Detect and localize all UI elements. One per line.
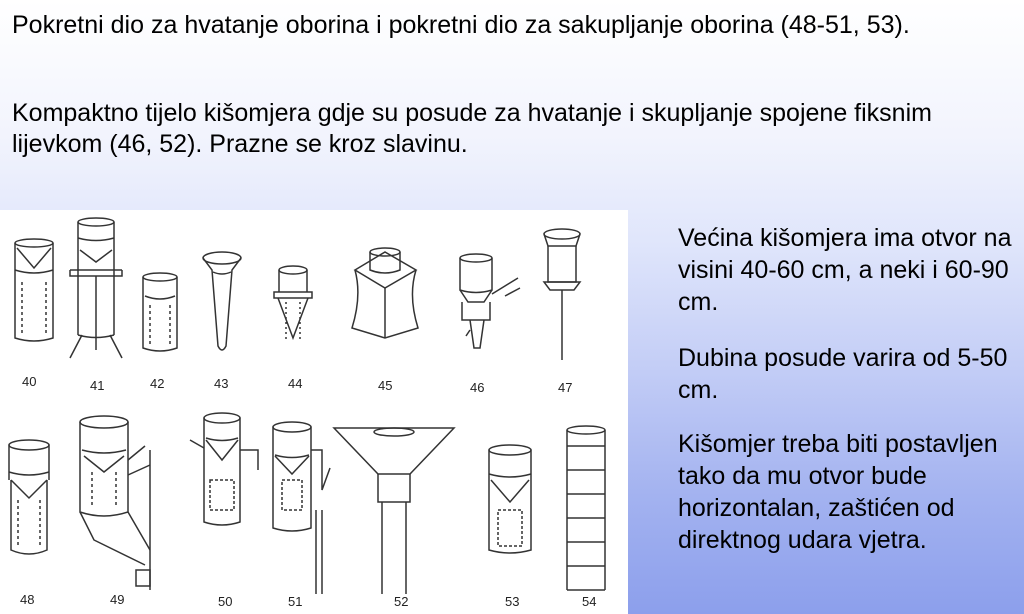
gauge-49-drawing	[80, 416, 150, 590]
figure-number-44: 44	[288, 376, 303, 391]
gauge-46-drawing	[460, 254, 520, 348]
gauge-43-drawing	[203, 252, 241, 350]
figure-number-54: 54	[582, 594, 597, 609]
figure-number-40: 40	[22, 374, 37, 389]
figure-number-52: 52	[394, 594, 409, 609]
rain-gauge-illustration	[0, 210, 628, 614]
figure-number-51: 51	[288, 594, 303, 609]
figure-number-53: 53	[505, 594, 520, 609]
gauge-40-drawing	[15, 239, 53, 341]
figure-number-47: 47	[558, 380, 573, 395]
figure-number-45: 45	[378, 378, 393, 393]
figure-number-41: 41	[90, 378, 105, 393]
gauge-53-drawing	[489, 445, 531, 553]
rain-gauge-drawings	[0, 210, 628, 614]
figure-number-49: 49	[110, 592, 125, 607]
gauge-50-drawing	[190, 413, 258, 525]
paragraph-movable-parts: Pokretni dio za hvatanje oborina i pokretni dio za sakupljanje oborina (48-51, 53).	[12, 11, 910, 39]
figure-number-48: 48	[20, 592, 35, 607]
gauge-45-drawing	[352, 248, 418, 338]
gauge-54-drawing	[567, 426, 605, 590]
gauge-42-drawing	[143, 273, 177, 351]
gauge-44-drawing	[274, 266, 312, 340]
figure-number-46: 46	[470, 380, 485, 395]
figure-number-43: 43	[214, 376, 229, 391]
sidebar-container-depth: Dubina posude varira od 5-50 cm.	[678, 344, 1008, 404]
gauge-41-drawing	[70, 218, 122, 358]
sidebar-placement: Kišomjer treba biti postavljen tako da mu otvor bude horizontalan, zaštićen od direktnog udara vjetra.	[678, 430, 998, 554]
sidebar-opening-height: Većina kišomjera ima otvor na visini 40-60 cm, a neki i 60-90 cm.	[678, 224, 1012, 316]
gauge-51-drawing	[273, 422, 330, 594]
gauge-52-drawing	[334, 428, 454, 594]
figure-number-42: 42	[150, 376, 165, 391]
paragraph-compact-body: Kompaktno tijelo kišomjera gdje su posude za hvatanje i skupljanje spojene fiksnim lijevkom (46, 52). Prazne se kroz slavinu.	[12, 99, 932, 158]
figure-number-50: 50	[218, 594, 233, 609]
gauge-47-drawing	[544, 229, 580, 360]
gauge-48-drawing	[9, 440, 49, 554]
